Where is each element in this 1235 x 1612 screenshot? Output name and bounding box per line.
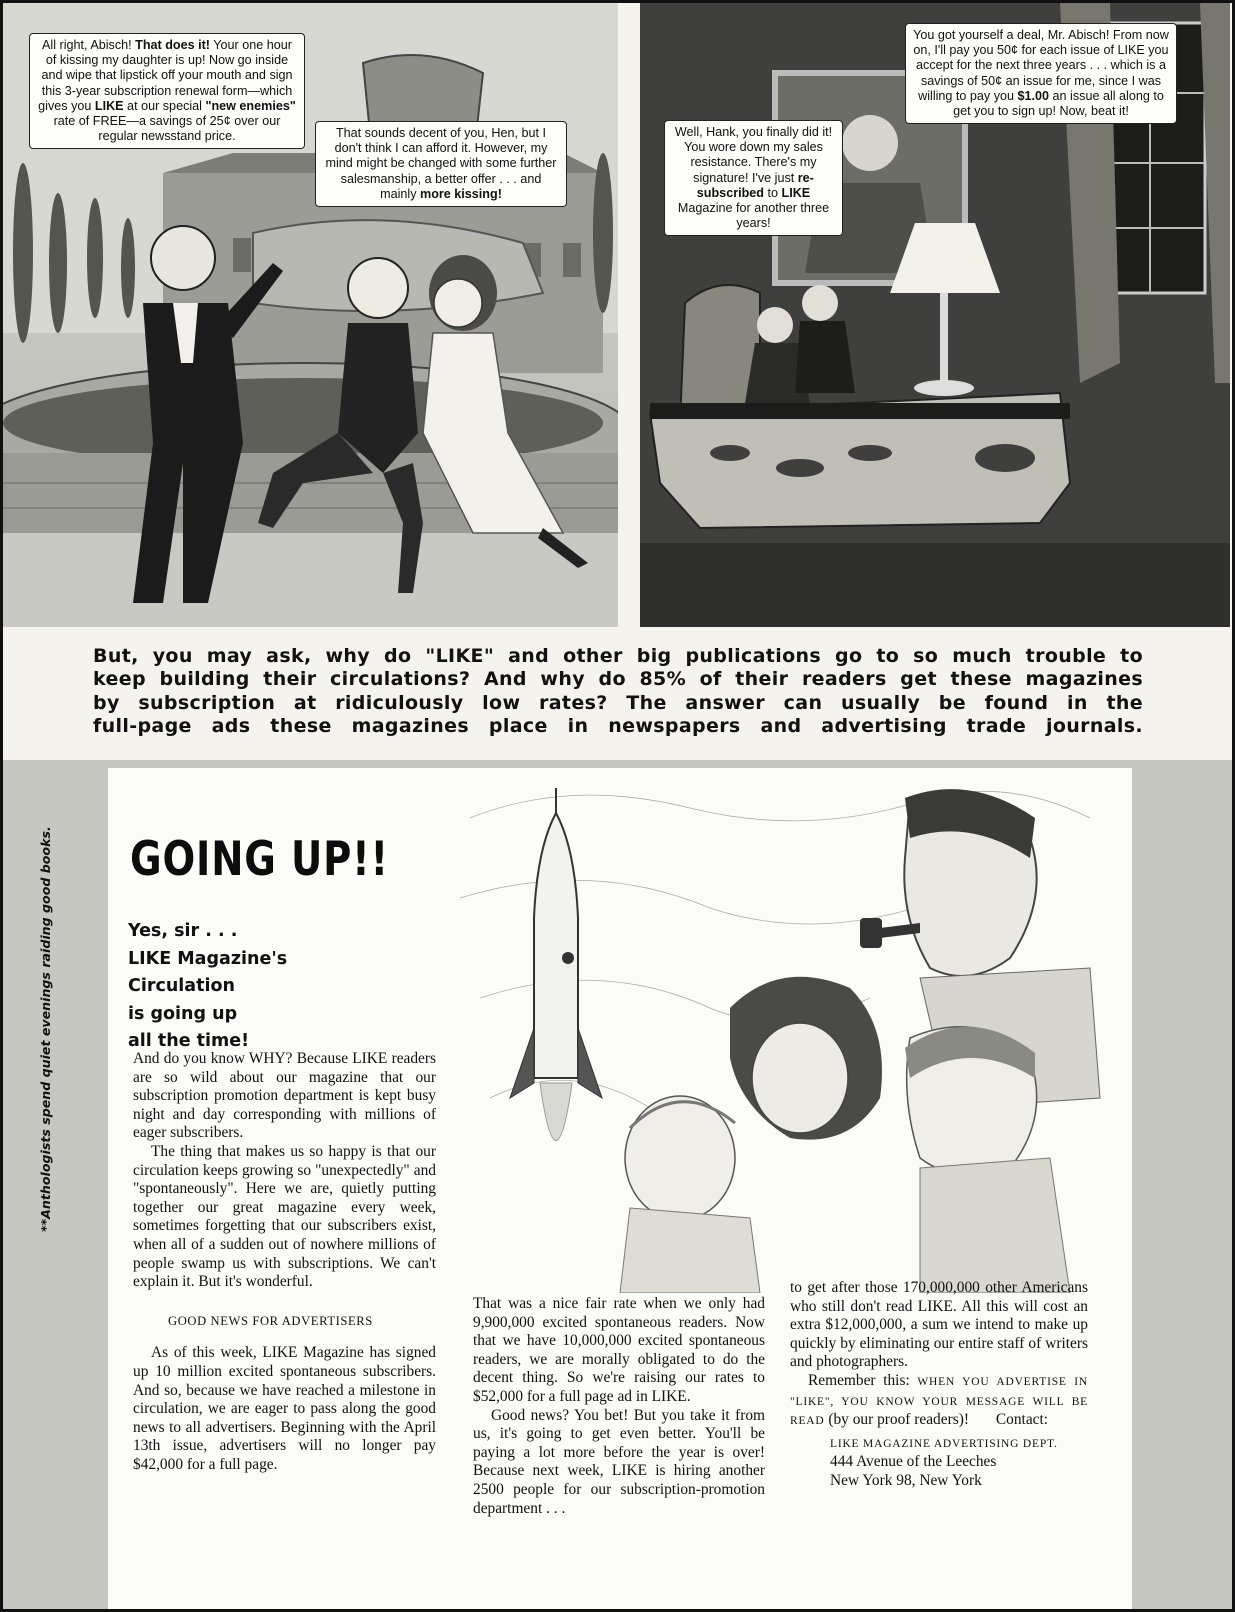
parody-advertisement: [108, 768, 1132, 1610]
teaser-line: by subscription at ridiculously low rates? The answer can usually be found in the: [93, 691, 1143, 714]
ad-paragraph: Good news? You bet! But you take it from us, it's going to get even better. You'll be paying a lot more before the year is over! Because next week, LIKE is hiring another 2500 people for our subscription-promotion department . . .: [473, 1406, 765, 1517]
contact-dept: LIKE MAGAZINE ADVERTISING DEPT.: [830, 1437, 1058, 1450]
teaser-paragraph: [93, 645, 1143, 739]
teaser-line: But, you may ask, why do "LIKE" and other big publications go to so much trouble to: [93, 645, 1143, 667]
speech-bubble-reply: You got yourself a deal, Mr. Abisch! From now on, I'll pay you 50¢ for each issue of LIKE you accept for the next three years . . . which is a savings of 50¢ an issue for me, since I was willing to pay you $1.00 an issue all along to get you to sign up! Now, beat it!: [905, 23, 1177, 124]
ad-headline: GOING UP!!: [130, 832, 389, 887]
side-note: **Anthologists spend quiet evenings raiding good books.: [38, 826, 53, 1232]
ad-column-1: [133, 1050, 436, 1474]
teaser-line: keep building their circulations? And why do 85% of their readers get these magazines: [93, 668, 1143, 691]
ad-section-heading: GOOD NEWS FOR ADVERTISERS: [168, 1313, 373, 1328]
ad-paragraph: to get after those 170,000,000 other Americans who still don't read LIKE. All this will cost an extra $12,000,000, a sum we intend to make up quickly by eliminating our entire staff of writers and photographers.: [790, 1279, 1088, 1371]
teaser-line: full-page ads these magazines place in newspapers and advertising trade journals.: [93, 715, 1143, 738]
ad-subhead: Yes, sir . . . LIKE Magazine's Circulation is going up all the time!: [128, 921, 288, 1051]
ad-paragraph: As of this week, LIKE Magazine has signed up 10 million excited spontaneous subscribers. And so, because we have reached a milestone in circulation, we are eager to pass along the good news to all advertisers. Beginning with the April 13th issue, advertisers will no longer pay $42,000 for a full page.: [133, 1344, 436, 1473]
contact-street: 444 Avenue of the Leeches: [830, 1453, 997, 1471]
ad-paragraph: That was a nice fair rate when we only had 9,900,000 excited spontaneous readers. Now that we have 10,000,000 excited spontaneous readers, we are morally obligated to do the decent thing. So we're raising our rates to $52,000 for a full page ad in LIKE.: [473, 1295, 765, 1405]
contact-city: New York 98, New York: [830, 1471, 982, 1489]
speech-bubble-father: All right, Abisch! That does it! Your one hour of kissing my daughter is up! Now go inside and wipe that lipstick off your mouth and sign this 3-year subscription renewal form—which gives you LIKE at our special "new enemies" rate of FREE—a savings of 25¢ over our regular newsstand price.: [29, 33, 305, 149]
ad-contact-block: [790, 1435, 1088, 1491]
ad-paragraph: Remember this: WHEN YOU ADVERTISE IN "LIKE", YOU KNOW YOUR MESSAGE WILL BE READ (by our proof readers)! Contact:: [790, 1371, 1088, 1429]
family-rocket-illustration: [450, 778, 1110, 1293]
speech-bubble-boy: That sounds decent of you, Hen, but I don't think I can afford it. However, my mind might be changed with some further salesmanship, a better offer . . . and mainly more kissing!: [315, 121, 567, 207]
ad-paragraph: And do you know WHY? Because LIKE readers are so wild about our magazine that our subscription promotion department is kept busy night and day corresponding with millions of eager subscribers.: [133, 1050, 436, 1142]
ad-column-3: [790, 1279, 1088, 1491]
speech-bubble-hank: Well, Hank, you finally did it! You wore down my sales resistance. There's my signature! I've just re-subscribed to LIKE Magazine for another three years!: [664, 120, 843, 236]
ad-paragraph: The thing that makes us so happy is that our circulation keeps growing so "unexpectedly" and "spontaneously". Here we are, quietly putting together our great magazine every week, sometimes forgetting that our subscribers exist, when all of a sudden out of nowhere millions of people swamp us with subscriptions. We can't explain it. But it's wonderful.: [133, 1142, 436, 1291]
ad-column-2: [473, 1295, 765, 1518]
